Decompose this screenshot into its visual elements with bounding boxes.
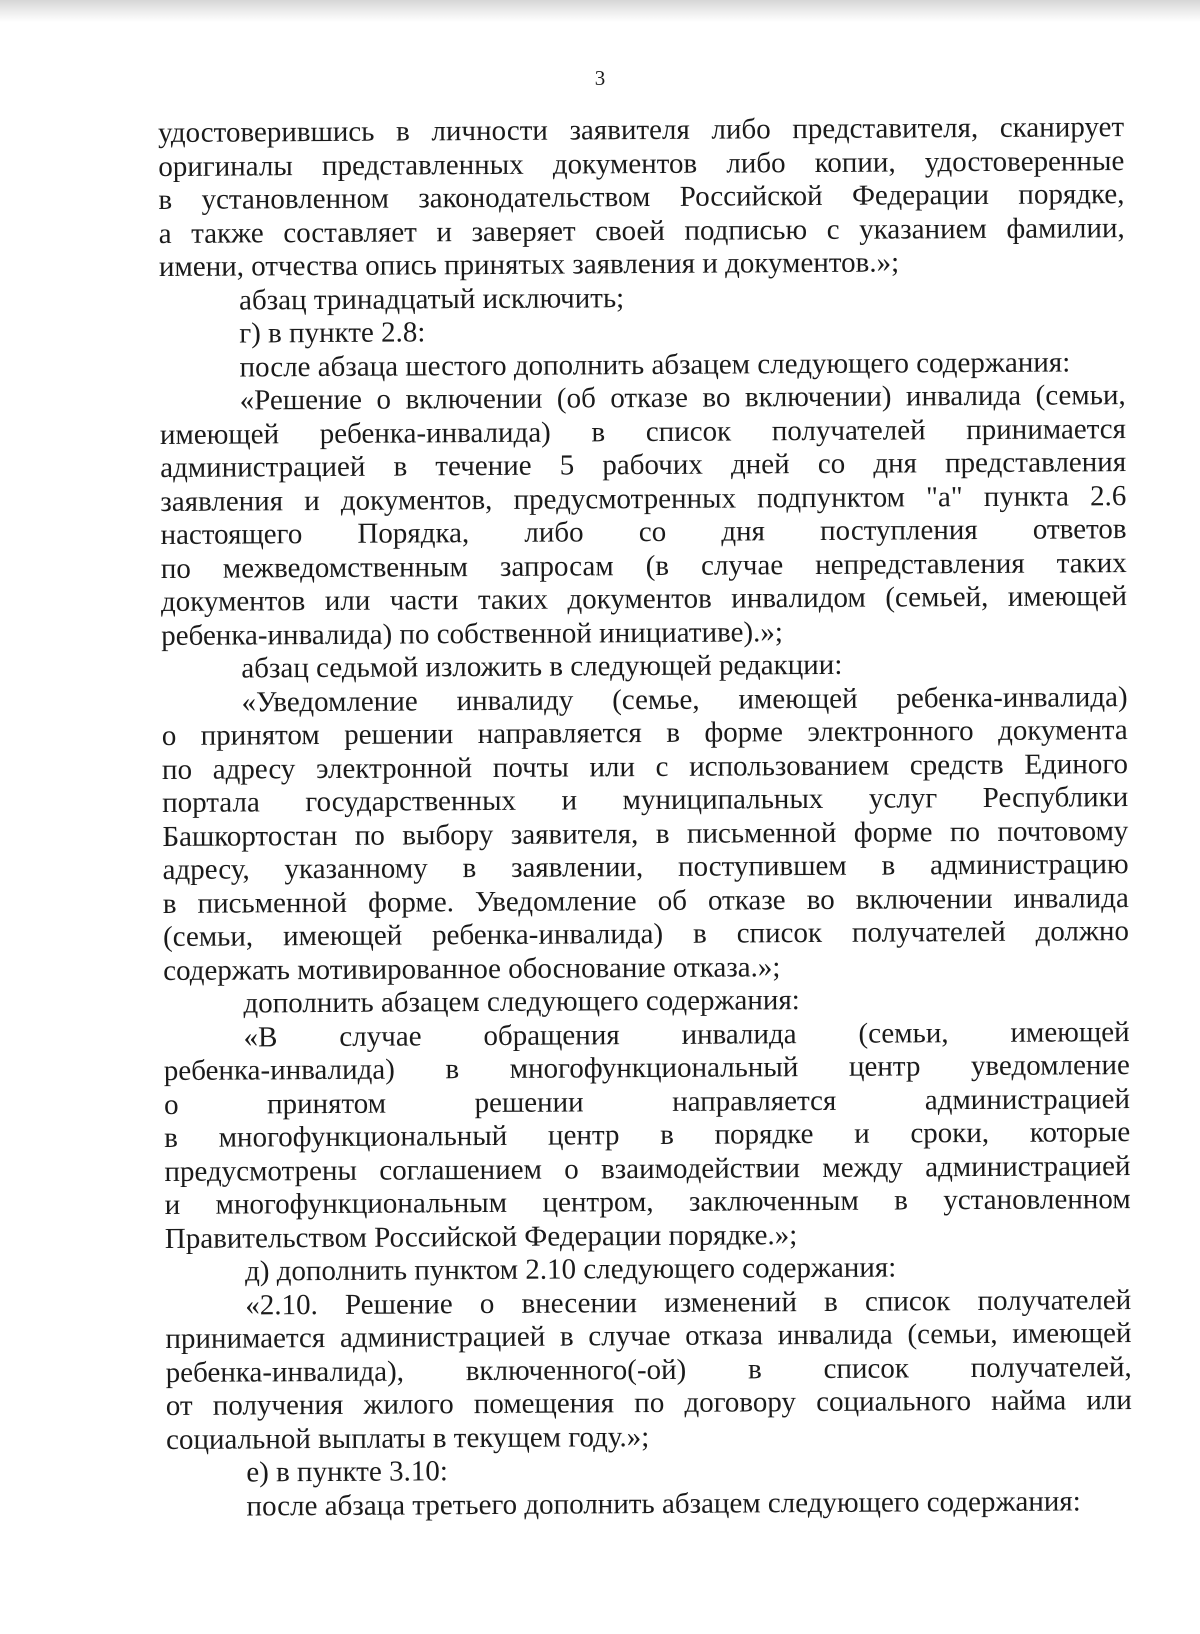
text-line: в письменной форме. Уведомление об отказе во включении инвалида	[162, 881, 1129, 920]
text-line: ребенка-инвалида) в многофункциональный центр уведомление	[163, 1049, 1130, 1087]
text-line: г) в пункте 2.8:	[239, 316, 426, 350]
text-line: после абзаца шестого дополнить абзацем следующего содержания:	[239, 345, 1071, 384]
text-line: Правительством Российской Федерации порядке.»;	[164, 1218, 798, 1255]
text-line: по межведомственным запросам (в случае непредставления таких	[160, 546, 1127, 585]
text-line: ребенка-инвалида) по собственной инициативе).»;	[161, 615, 783, 652]
text-line: Башкортостан по выбору заявителя, в письменной форме по почтовому	[162, 814, 1129, 853]
text-line: адресу, указанному в заявлении, поступившем в администрацию	[162, 848, 1129, 886]
text-line: после абзаца третьего дополнить абзацем следующего содержания:	[246, 1484, 1081, 1522]
text-line: «В случае обращения инвалида (семьи, имеющей	[243, 1015, 1130, 1053]
text-line: о принятом решении направляется в форме электронного документа	[161, 714, 1128, 752]
text-line: ребенка-инвалида), включенного(-ой) в список получателей,	[165, 1350, 1132, 1389]
text-line: в установленном законодательством Российской Федерации порядке,	[158, 178, 1125, 216]
text-line: д) дополнить пунктом 2.10 следующего содержания:	[244, 1251, 897, 1288]
text-line: имени, отчества опись принятых заявления и документов.»;	[158, 246, 900, 283]
text-line: дополнить абзацем следующего содержания:	[243, 984, 800, 1020]
page-number: 3	[594, 66, 606, 90]
text-line: социальной выплаты в текущем году.»;	[165, 1420, 650, 1456]
document-body	[158, 111, 1133, 1524]
text-line: е) в пункте 3.10:	[246, 1455, 448, 1489]
text-line: по адресу электронной почты или с использованием средств Единого	[161, 747, 1129, 786]
text-line: «Решение о включении (об отказе во включении) инвалида (семьи,	[239, 379, 1126, 417]
text-line: абзац седьмой изложить в следующей редакции:	[241, 648, 843, 685]
text-line: администрацией в течение 5 рабочих дней со дня представления	[160, 446, 1127, 484]
text-line: в многофункциональный центр в порядке и сроки, которые	[164, 1116, 1131, 1154]
text-line: (семьи, имеющей ребенка-инвалида) в список получателей должно	[162, 915, 1130, 953]
text-line: имеющей ребенка-инвалида) в список получателей принимается	[159, 412, 1127, 451]
text-line: удостоверившись в личности заявителя либо представителя, сканирует	[158, 111, 1125, 149]
text-line: настоящего Порядка, либо со дня поступления ответов	[160, 513, 1127, 551]
text-line: от получения жилого помещения по договору социального найма или	[165, 1384, 1132, 1422]
text-line: портала государственных и муниципальных услуг Республики	[162, 781, 1129, 819]
text-line: о принятом решении направляется администрацией	[163, 1082, 1131, 1121]
text-line: а также составляет и заверяет своей подписью с указанием фамилии,	[158, 211, 1125, 250]
text-line: оригиналы представленных документов либо копии, удостоверенные	[158, 144, 1125, 183]
text-line: «2.10. Решение о внесении изменений в список получателей	[245, 1283, 1132, 1321]
text-line: абзац тринадцатый исключить;	[239, 281, 625, 317]
text-line: и многофункциональным центром, заключенным в установленном	[164, 1183, 1131, 1221]
scan-edge-shadow	[0, 0, 1200, 22]
text-line: содержать мотивированное обоснование отказа.»;	[163, 950, 781, 987]
text-line: документов или части таких документов инвалидом (семьей, имеющей	[160, 580, 1128, 618]
text-line: принимается администрацией в случае отказа инвалида (семьи, имеющей	[165, 1317, 1132, 1355]
text-line: заявления и документов, предусмотренных подпунктом "а" пункта 2.6	[160, 479, 1127, 518]
text-line: «Уведомление инвалиду (семье, имеющей ребенка-инвалида)	[241, 680, 1128, 719]
text-line: предусмотрены соглашением о взаимодействии между администрацией	[164, 1149, 1131, 1188]
